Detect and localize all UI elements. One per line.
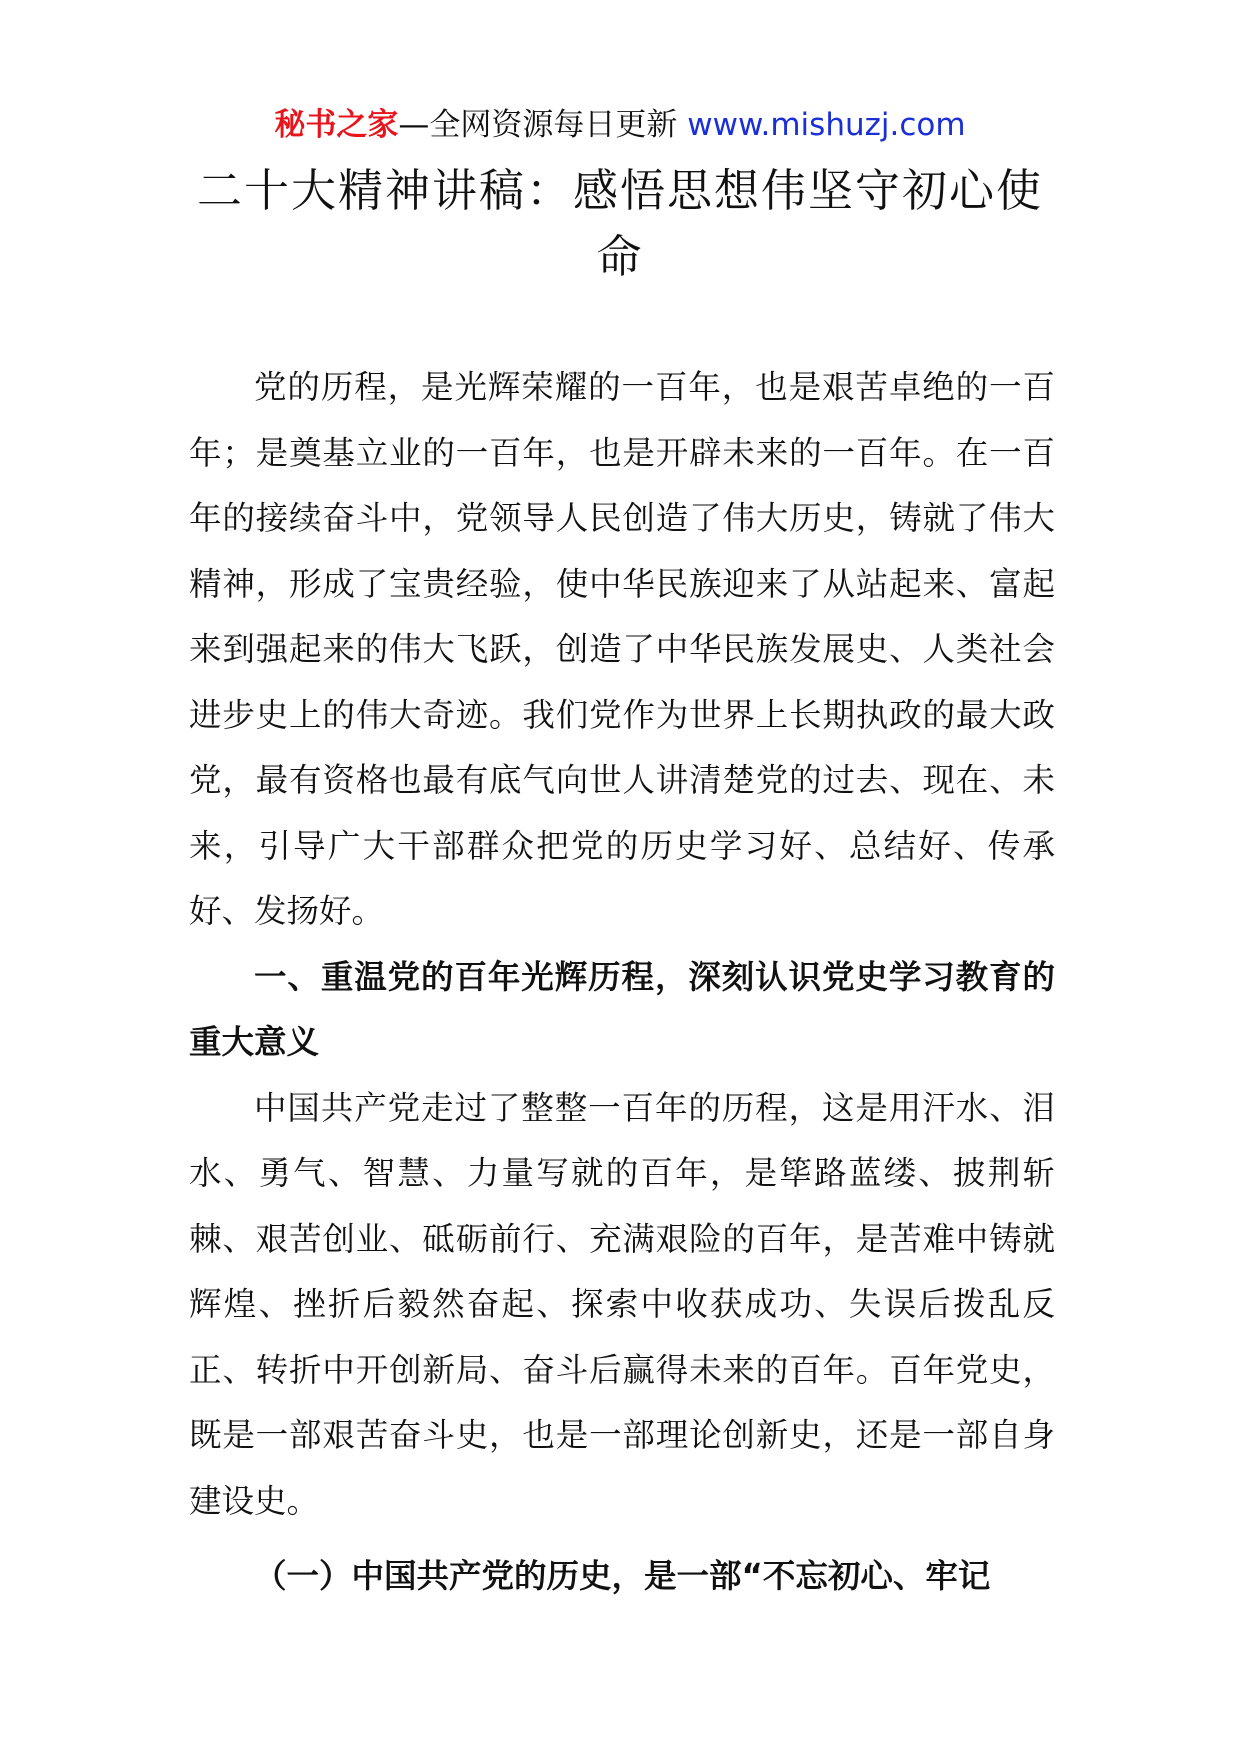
document-body	[189, 355, 1055, 1610]
subsection-heading-1: （一）中国共产党的历史，是一部“不忘初心、牢记	[254, 1557, 991, 1595]
paragraph-intro: 党的历程，是光辉荣耀的一百年，也是艰苦卓绝的一百年；是奠基立业的一百年，也是开辟未来的一百年。在一百年的接续奋斗中，党领导人民创造了伟大历史，铸就了伟大精神，形成了宝贵经验，使中华民族迎来了从站起来、富起来到强起来的伟大飞跃，创造了中华民族发展史、人类社会进步史上的伟大奇迹。我们党作为世界上长期执政的最大政党，最有资格也最有底气向世人讲清楚党的过去、现在、未来，引导广大干部群众把党的历史学习好、总结好、传承好、发扬好。	[189, 368, 1055, 930]
site-url-link[interactable]: www.mishuzj.com	[687, 107, 966, 143]
site-tagline: —全网资源每日更新	[398, 107, 688, 143]
section-heading-1: 一、重温党的百年光辉历程，深刻认识党史学习教育的重大意义	[189, 957, 1055, 1061]
paragraph-history: 中国共产党走过了整整一百年的历程，这是用汗水、泪水、勇气、智慧、力量写就的百年，是筚路蓝缕、披荆斩棘、艰苦创业、砥砺前行、充满艰险的百年，是苦难中铸就辉煌、挫折后毅然奋起、探索中收获成功、失误后拨乱反正、转折中开创新局、奋斗后赢得未来的百年。百年党史，既是一部艰苦奋斗史，也是一部理论创新史，还是一部自身建设史。	[189, 1088, 1055, 1520]
site-header	[0, 100, 1240, 150]
document-title: 二十大精神讲稿：感悟思想伟坚守初心使命	[196, 164, 1043, 283]
site-brand: 秘书之家	[274, 107, 399, 143]
